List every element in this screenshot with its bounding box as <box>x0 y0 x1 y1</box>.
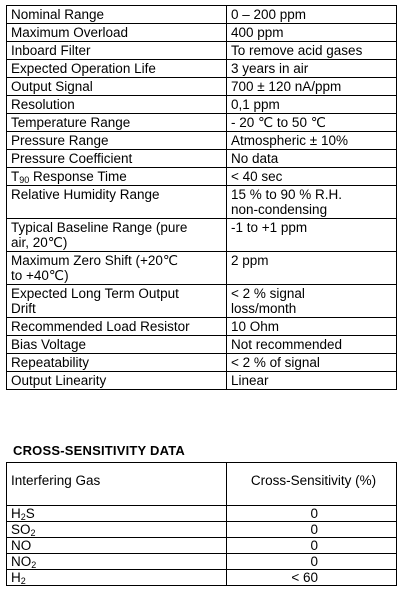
spec-label: Repeatability <box>7 354 227 372</box>
table-row <box>7 6 397 24</box>
spec-value: Linear <box>227 372 397 390</box>
spec-label: Pressure Range <box>7 132 227 150</box>
table-row <box>7 554 397 570</box>
spec-label-prefix: T <box>11 169 20 184</box>
spec-label: Resolution <box>7 96 227 114</box>
table-row <box>7 372 397 390</box>
spec-label: Typical Baseline Range (pure air, 20℃) <box>7 219 227 252</box>
spec-value: 3 years in air <box>227 60 397 78</box>
gas-name <box>7 538 227 554</box>
table-row <box>7 522 397 538</box>
spec-label: Pressure Coefficient <box>7 150 227 168</box>
spec-label: Output Linearity <box>7 372 227 390</box>
column-header-value: Cross-Sensitivity (%) <box>227 463 397 506</box>
spec-value: 400 ppm <box>227 24 397 42</box>
spec-value: < 2 % of signal <box>227 354 397 372</box>
table-row <box>7 114 397 132</box>
spec-label: Inboard Filter <box>7 42 227 60</box>
cross-sensitivity-value: 0 <box>227 522 397 538</box>
table-row <box>7 252 397 285</box>
table-row <box>7 150 397 168</box>
spec-value: < 40 sec <box>227 168 397 186</box>
spec-label: Output Signal <box>7 78 227 96</box>
gas-subscript: 2 <box>20 512 26 522</box>
table-header-row <box>7 463 397 506</box>
table-row <box>7 132 397 150</box>
spec-label <box>7 168 227 186</box>
spec-value: To remove acid gases <box>227 42 397 60</box>
table-row <box>7 538 397 554</box>
table-row <box>7 168 397 186</box>
spec-label: Maximum Zero Shift (+20℃ to +40℃) <box>7 252 227 285</box>
gas-formula: NO <box>11 554 32 569</box>
spec-value: 2 ppm <box>227 252 397 285</box>
table-row <box>7 285 397 318</box>
section-title: CROSS-SENSITIVITY DATA <box>13 443 185 458</box>
spec-value: - 20 ℃ to 50 ℃ <box>227 114 397 132</box>
gas-name <box>7 506 227 522</box>
table-row <box>7 78 397 96</box>
spec-label-suffix: Response Time <box>29 169 127 184</box>
table-row <box>7 570 397 586</box>
table-row <box>7 186 397 219</box>
table-row <box>7 96 397 114</box>
gas-name <box>7 570 227 586</box>
cross-sensitivity-value: < 60 <box>227 570 397 586</box>
cross-sensitivity-value: 0 <box>227 538 397 554</box>
cross-sensitivity-value: 0 <box>227 554 397 570</box>
gas-formula: H <box>11 570 21 585</box>
table-row <box>7 42 397 60</box>
gas-formula: NO <box>11 538 32 553</box>
spec-label: Nominal Range <box>7 6 227 24</box>
spec-label: Maximum Overload <box>7 24 227 42</box>
spec-value: Not recommended <box>227 336 397 354</box>
spec-label: Recommended Load Resistor <box>7 318 227 336</box>
spec-label: Bias Voltage <box>7 336 227 354</box>
spec-value: 15 % to 90 % R.H. non-condensing <box>227 186 397 219</box>
gas-subscript: 2 <box>30 528 36 538</box>
spec-label: Relative Humidity Range <box>7 186 227 219</box>
gas-formula: H <box>11 506 21 521</box>
table-row <box>7 354 397 372</box>
gas-subscript: 2 <box>31 560 37 570</box>
spec-label: Expected Long Term Output Drift <box>7 285 227 318</box>
gas-subscript: 2 <box>20 576 26 586</box>
spec-value: 10 Ohm <box>227 318 397 336</box>
spec-value: 0 – 200 ppm <box>227 6 397 24</box>
gas-name <box>7 554 227 570</box>
spec-label: Expected Operation Life <box>7 60 227 78</box>
table-row <box>7 318 397 336</box>
specifications-table <box>6 5 397 390</box>
spec-value: 700 ± 120 nA/ppm <box>227 78 397 96</box>
table-row <box>7 506 397 522</box>
spec-value: 0,1 ppm <box>227 96 397 114</box>
column-header-gas: Interfering Gas <box>7 463 227 506</box>
cross-sensitivity-table <box>6 462 397 586</box>
gas-name <box>7 522 227 538</box>
spec-value: No data <box>227 150 397 168</box>
cross-sensitivity-value: 0 <box>227 506 397 522</box>
table-row <box>7 219 397 252</box>
table-row <box>7 336 397 354</box>
table-row <box>7 24 397 42</box>
spec-value: -1 to +1 ppm <box>227 219 397 252</box>
spec-value: < 2 % signal loss/month <box>227 285 397 318</box>
spec-label: Temperature Range <box>7 114 227 132</box>
gas-formula: SO <box>11 522 31 537</box>
gas-formula-suffix: S <box>25 506 35 521</box>
spec-label-subscript: 90 <box>19 175 30 185</box>
table-row <box>7 60 397 78</box>
spec-value: Atmospheric ± 10% <box>227 132 397 150</box>
